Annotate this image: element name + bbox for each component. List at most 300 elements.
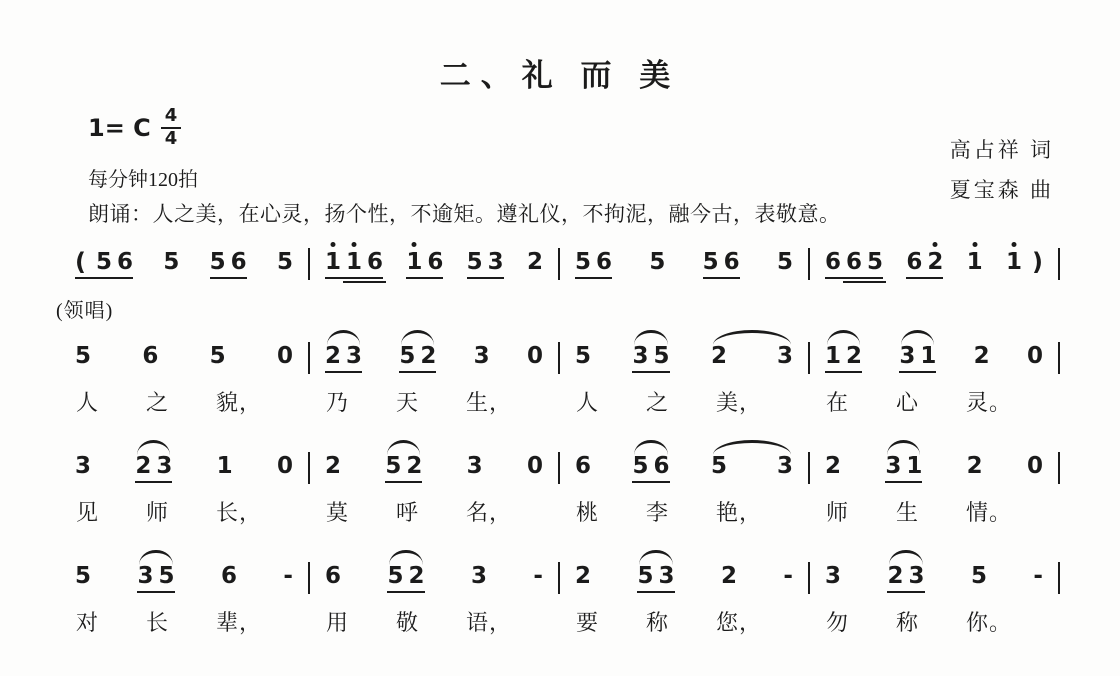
note <box>721 565 737 588</box>
eighth-beam <box>75 277 133 279</box>
measure <box>310 439 558 488</box>
measure <box>60 439 308 488</box>
note <box>471 565 487 588</box>
lyric-syllable: 莫 <box>326 500 350 525</box>
note <box>906 455 922 478</box>
note <box>158 565 174 588</box>
note-digit: 1 <box>325 249 342 275</box>
note-digit: 6 <box>325 563 342 589</box>
note <box>777 345 793 368</box>
note-digit: 5 <box>209 343 226 369</box>
octave-dot <box>1011 242 1016 247</box>
eighth-beam <box>325 277 383 279</box>
note-digit: 2 <box>927 249 944 275</box>
lyric-syllable: 美， <box>715 390 762 415</box>
note-group <box>464 235 507 284</box>
note <box>1006 251 1022 274</box>
note-group <box>471 329 493 378</box>
lyric-syllable: 灵。 <box>965 390 1012 415</box>
note <box>156 455 172 478</box>
sixteenth-beam <box>343 281 365 283</box>
note <box>1027 455 1043 478</box>
eighth-beam <box>325 371 362 373</box>
measure <box>560 439 808 488</box>
note <box>1027 345 1043 368</box>
octave-dot <box>352 242 357 247</box>
lyric-syllable: 桃 <box>576 500 600 525</box>
measure <box>310 235 558 284</box>
note <box>653 345 669 368</box>
note <box>467 251 483 274</box>
lyrics-spacer <box>1058 606 1060 637</box>
note-digit: 2 <box>575 563 592 589</box>
note <box>283 565 293 588</box>
lyrics-measure <box>310 606 558 637</box>
note-digit: 6 <box>230 249 247 275</box>
note <box>474 345 490 368</box>
note <box>325 455 341 478</box>
note-digit: 1 <box>920 343 937 369</box>
note-digit: 5 <box>649 249 666 275</box>
page-title: 二、礼 而 美 <box>439 58 681 93</box>
note <box>927 251 943 274</box>
intro-line <box>60 234 1060 284</box>
note-digit: 3 <box>885 453 902 479</box>
note <box>325 565 341 588</box>
note <box>724 251 740 274</box>
note-digit: 2 <box>406 453 423 479</box>
eighth-beam <box>703 277 740 279</box>
note <box>142 345 158 368</box>
note-digit: 6 <box>653 453 670 479</box>
recitation-text: 朗诵：人之美，在心灵，扬个性，不逾矩。遵礼仪，不拘泥，融今古，表敬意。 <box>88 202 841 226</box>
lyric-syllable: 艳， <box>715 500 762 525</box>
note <box>885 455 901 478</box>
measure <box>810 439 1058 488</box>
note <box>231 251 247 274</box>
eighth-beam <box>906 277 943 279</box>
note-digit: 1 <box>906 453 923 479</box>
note-group <box>971 329 993 378</box>
vocal-notes-row <box>60 549 1060 598</box>
note-group <box>403 235 446 284</box>
note-group <box>700 235 743 284</box>
measure <box>810 234 1058 284</box>
note-group <box>646 235 668 284</box>
lyric-syllable: 之 <box>645 390 669 415</box>
note <box>277 345 293 368</box>
measure <box>310 549 558 598</box>
note-digit: 5 <box>575 249 592 275</box>
note-digit: 3 <box>487 249 504 275</box>
note-group <box>322 549 344 598</box>
measure <box>810 549 1058 598</box>
sixteenth-beam <box>364 281 386 283</box>
octave-dot <box>972 242 977 247</box>
lyrics-measure <box>60 496 308 527</box>
measure <box>810 329 1058 378</box>
note <box>974 345 990 368</box>
note <box>637 565 653 588</box>
note-digit: 2 <box>825 453 842 479</box>
note-group <box>72 439 94 488</box>
note <box>825 345 841 368</box>
eighth-beam <box>385 481 422 483</box>
measure <box>60 549 308 598</box>
note-group <box>218 549 240 598</box>
note <box>135 455 151 478</box>
note <box>906 251 922 274</box>
open-paren: ( <box>75 248 86 276</box>
octave-dot <box>412 242 417 247</box>
lyrics-measure <box>560 386 808 417</box>
note-digit: - <box>783 563 793 589</box>
lyric-syllable: 用 <box>326 610 350 635</box>
note-group <box>896 329 939 378</box>
note-group <box>530 549 546 598</box>
barline <box>1058 562 1060 594</box>
note-group <box>903 235 946 284</box>
note <box>575 565 591 588</box>
measure <box>560 329 808 378</box>
note-digit: 2 <box>710 343 727 369</box>
note-digit: 5 <box>575 343 592 369</box>
time-signature <box>161 106 182 149</box>
eighth-beam <box>135 481 172 483</box>
note-digit: 2 <box>846 343 863 369</box>
note-group <box>572 329 594 378</box>
note-digit: 0 <box>276 343 293 369</box>
note-group <box>708 439 796 488</box>
note <box>887 565 903 588</box>
eighth-beam <box>467 277 504 279</box>
note-group <box>822 439 844 488</box>
note-digit: 3 <box>776 453 793 479</box>
note-group <box>822 235 886 284</box>
note <box>971 565 987 588</box>
note <box>467 455 483 478</box>
note-group <box>708 329 796 378</box>
note-group <box>1003 234 1046 284</box>
note-group <box>884 549 927 598</box>
note <box>575 251 591 274</box>
measure <box>60 234 308 284</box>
note-group <box>882 439 925 488</box>
lyrics-measure <box>810 496 1058 527</box>
note-group <box>207 329 229 378</box>
lyrics-measure <box>310 386 558 417</box>
lyrics-spacer <box>1058 496 1060 527</box>
note-group <box>322 329 365 378</box>
lyrics-measure <box>60 606 308 637</box>
note <box>825 251 841 274</box>
note-group <box>274 235 296 284</box>
lyric-syllable: 生 <box>895 500 919 525</box>
note-group <box>214 439 236 488</box>
score <box>56 234 1060 659</box>
lyrics-measure <box>810 606 1058 637</box>
note <box>596 251 612 274</box>
time-signature-numerator: 4 <box>161 106 182 129</box>
eighth-beam <box>137 591 174 593</box>
lyric-syllable: 之 <box>145 390 169 415</box>
sixteenth-beam <box>843 281 865 283</box>
note-group <box>964 235 986 284</box>
note <box>783 565 793 588</box>
note-digit: 1 <box>346 249 363 275</box>
note-digit: 5 <box>163 249 180 275</box>
note-digit: 2 <box>887 563 904 589</box>
composer-credit: 夏宝森 曲 <box>949 178 1054 202</box>
lyrics-row <box>60 606 1060 637</box>
note <box>527 345 543 368</box>
note <box>277 455 293 478</box>
lyric-syllable: 称 <box>895 610 919 635</box>
note <box>406 251 422 274</box>
note-group <box>964 439 986 488</box>
note-digit: 5 <box>158 563 175 589</box>
note <box>777 455 793 478</box>
note-digit: 5 <box>387 563 404 589</box>
note-digit: 5 <box>702 249 719 275</box>
measure <box>60 329 308 378</box>
note-digit: 3 <box>658 563 675 589</box>
note-group <box>780 549 796 598</box>
note-digit: 3 <box>632 343 649 369</box>
note-group <box>72 234 136 284</box>
note <box>385 455 401 478</box>
lyricist-credit: 高占祥 词 <box>949 138 1054 162</box>
note-group <box>1030 549 1046 598</box>
vocal-notes-row <box>60 439 1060 488</box>
note <box>867 251 883 274</box>
eighth-beam <box>210 277 247 279</box>
note <box>488 251 504 274</box>
lyric-syllable: 要 <box>576 610 600 635</box>
eighth-beam <box>637 591 674 593</box>
note-digit: 6 <box>723 249 740 275</box>
eighth-beam <box>406 277 443 279</box>
note <box>325 345 341 368</box>
lyric-syllable: 貌， <box>215 390 262 415</box>
note-group <box>1024 329 1046 378</box>
note-digit: 3 <box>899 343 916 369</box>
note <box>825 455 841 478</box>
lyric-syllable: 乃 <box>326 390 350 415</box>
note-digit: 5 <box>710 453 727 479</box>
eighth-beam <box>387 591 424 593</box>
note-digit: 2 <box>526 249 543 275</box>
note-digit: 0 <box>526 343 543 369</box>
octave-dot <box>933 242 938 247</box>
lyric-syllable: 师 <box>826 500 850 525</box>
note <box>387 565 403 588</box>
credits <box>950 130 1054 210</box>
note-digit: 2 <box>966 453 983 479</box>
note-group <box>968 549 990 598</box>
note-digit: 5 <box>776 249 793 275</box>
note <box>967 251 983 274</box>
close-paren: ) <box>1032 248 1043 276</box>
note <box>210 345 226 368</box>
note <box>711 455 727 478</box>
note-digit: 5 <box>867 249 884 275</box>
note-group <box>384 549 427 598</box>
lyric-syllable: 对 <box>76 610 100 635</box>
vocal-line-2 <box>60 439 1060 527</box>
lyrics-measure <box>560 496 808 527</box>
note-digit: 5 <box>399 343 416 369</box>
eighth-beam <box>825 277 883 279</box>
lyric-syllable: 天 <box>395 390 419 415</box>
note <box>527 455 543 478</box>
note-digit: 3 <box>346 343 363 369</box>
note <box>277 251 293 274</box>
note <box>632 455 648 478</box>
eighth-beam <box>887 591 924 593</box>
note <box>221 565 237 588</box>
note-digit: 3 <box>466 453 483 479</box>
note-digit: 1 <box>966 249 983 275</box>
note-digit: 0 <box>1026 453 1043 479</box>
note-digit: 3 <box>75 453 92 479</box>
note <box>399 345 415 368</box>
note <box>967 455 983 478</box>
note <box>75 345 91 368</box>
note-group <box>396 329 439 378</box>
lyric-syllable: 语， <box>465 610 512 635</box>
vocal-line-1 <box>60 329 1060 417</box>
note-digit: 5 <box>970 563 987 589</box>
lyrics-measure <box>310 496 558 527</box>
note <box>575 345 591 368</box>
note-digit: 6 <box>846 249 863 275</box>
note <box>420 345 436 368</box>
note <box>899 345 915 368</box>
note <box>649 251 665 274</box>
note-group <box>629 329 672 378</box>
note-digit: 3 <box>825 563 842 589</box>
note-group <box>134 549 177 598</box>
note <box>427 251 443 274</box>
note <box>908 565 924 588</box>
eighth-beam <box>825 371 862 373</box>
lyric-syllable: 李 <box>645 500 669 525</box>
note <box>367 251 383 274</box>
lyric-syllable: 人 <box>576 390 600 415</box>
note <box>163 251 179 274</box>
note-digit: 2 <box>973 343 990 369</box>
note-digit: 3 <box>776 343 793 369</box>
note-group <box>207 235 250 284</box>
lyrics-row <box>60 496 1060 527</box>
note-group <box>139 329 161 378</box>
lyric-syllable: 辈， <box>215 610 262 635</box>
note-digit: 6 <box>596 249 613 275</box>
note-digit: 5 <box>75 343 92 369</box>
note-group <box>524 235 546 284</box>
barline <box>1058 342 1060 374</box>
note-digit: 1 <box>825 343 842 369</box>
lyric-syllable: 心 <box>895 390 919 415</box>
note <box>846 345 862 368</box>
note <box>777 251 793 274</box>
lead-singer-label: (领唱) <box>56 300 114 322</box>
vocal-line-3 <box>60 549 1060 637</box>
note-digit: 3 <box>156 453 173 479</box>
note <box>825 565 841 588</box>
note <box>346 345 362 368</box>
eighth-beam <box>632 481 669 483</box>
note-digit: - <box>533 563 543 589</box>
note <box>346 251 362 274</box>
note-digit: 3 <box>473 343 490 369</box>
note <box>406 455 422 478</box>
lyrics-measure <box>810 386 1058 417</box>
lyric-syllable: 见 <box>76 500 100 525</box>
note <box>632 345 648 368</box>
note-group <box>572 235 615 284</box>
lyrics-measure <box>560 606 808 637</box>
note-digit: 5 <box>209 249 226 275</box>
note-group <box>132 439 175 488</box>
lyric-syllable: 在 <box>826 390 850 415</box>
lyric-syllable: 情。 <box>965 500 1012 525</box>
note-digit: - <box>1033 563 1043 589</box>
eighth-beam <box>899 371 936 373</box>
lyrics-measure <box>60 386 308 417</box>
lyric-syllable: 称 <box>645 610 669 635</box>
tempo-label: 每分钟120拍 <box>88 169 198 191</box>
note-digit: 5 <box>276 249 293 275</box>
lyric-syllable: 人 <box>76 390 100 415</box>
lyric-syllable: 您， <box>715 610 762 635</box>
note-group <box>382 439 425 488</box>
note <box>75 455 91 478</box>
eighth-beam <box>399 371 436 373</box>
lyric-syllable: 师 <box>145 500 169 525</box>
note <box>658 565 674 588</box>
note <box>920 345 936 368</box>
note-digit: 5 <box>637 563 654 589</box>
note <box>575 455 591 478</box>
note-digit: 6 <box>825 249 842 275</box>
note-group <box>280 549 296 598</box>
note <box>527 251 543 274</box>
note <box>117 251 133 274</box>
note-digit: 1 <box>1005 249 1022 275</box>
note-group <box>572 549 594 598</box>
note-digit: 5 <box>385 453 402 479</box>
key-signature <box>88 106 181 149</box>
lyric-syllable: 勿 <box>826 610 850 635</box>
note-digit: - <box>283 563 293 589</box>
note-group <box>1024 439 1046 488</box>
note <box>210 251 226 274</box>
note <box>75 565 91 588</box>
note-digit: 5 <box>653 343 670 369</box>
note-digit: 2 <box>325 343 342 369</box>
note-digit: 3 <box>470 563 487 589</box>
note-group <box>274 329 296 378</box>
note <box>846 251 862 274</box>
note <box>711 345 727 368</box>
note-group <box>160 235 182 284</box>
note-group <box>274 439 296 488</box>
eighth-beam <box>632 371 669 373</box>
eighth-beam <box>885 481 922 483</box>
note-digit: 6 <box>116 249 133 275</box>
